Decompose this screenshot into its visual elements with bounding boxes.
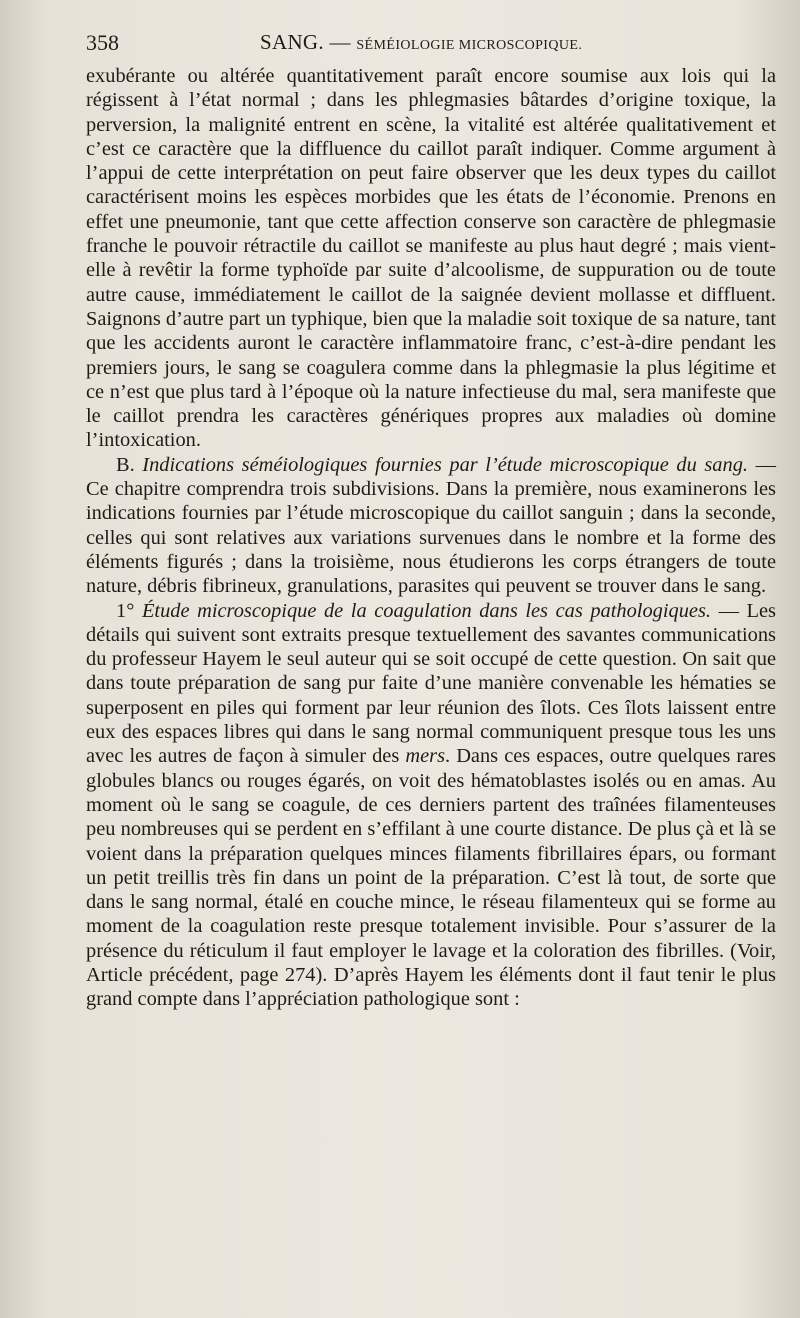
page-header <box>86 30 776 60</box>
subsection-text-part-1: — Les détails qui suivent sont extraits presque textuellement des savantes communications du professeur Hayem le seul auteur qui se soit occupé de cette question. On sait que dans toute préparation de sang pur faite d’une manière convenable les hématies se superposent en piles qui forment par leur réunion des îlots. Ces îlots laissent entre eux des espaces libres qui dans le sang normal communiquent presque tous les uns avec les autres de façon à simuler des <box>86 599 776 768</box>
paragraph-continuation: exubérante ou altérée quantitativement paraît encore soumise aux lois qui la régissent à l’état normal ; dans les phlegmasies bâtardes d’origine toxique, la perversion, la malignité entrent en scène, la vitalité est altérée qualitativement et c’est ce caractère que la diffluence du caillot paraît indiquer. Comme argument à l’appui de cette interprétation on peut faire observer que les deux types du caillot caractérisent moins les espèces morbides que les états de l’économie. Prenons en effet une pneumonie, tant que cette affection conserve son caractère de phlegmasie franche le pouvoir rétractile du caillot se manifeste au plus haut degré ; mais vient-elle à revêtir la forme typhoïde par suite d’alcoolisme, de suppuration ou de toute autre cause, immédiatement le caillot de la saignée devient mollasse et diffluent. Saignons d’autre part un typhique, bien que la maladie soit toxique de sa nature, tant que les accidents auront le caractère inflammatoire franc, c’est-à-dire pendant les premiers jours, le sang se coagulera comme dans la phlegmasie la plus légitime et ce n’est que plus tard à l’époque où la nature infectieuse du mal, sera manifeste que le caillot prendra les caractères génériques propres aux maladies où domine l’intoxication. <box>86 65 776 452</box>
subsection-label: 1° <box>116 599 135 622</box>
running-head-subtitle: SÉMÉIOLOGIE MICROSCOPIQUE. <box>356 38 583 53</box>
paragraph-section-b <box>86 453 776 599</box>
subsection-text-part-2: . Dans ces espaces, outre quelques rares globules blancs ou rouges égarés, on voit des hématoblastes isolés ou en amas. Au moment où le sang se coagule, de ces derniers partent des traînées filamenteuses peu nombreuses qui se perdent en s’effilant à une courte distance. De plus çà et là se voient dans la préparation quelques minces filaments fibrillaires épars, ou formant un petit treillis très fin dans un point de la préparation. C’est là tout, de sorte que dans le sang normal, étalé en couche mince, le réseau filamenteux qui se forme au moment de la coagulation reste presque totalement invisible. Pour s’assurer de la présence du réticulum il faut employer le lavage et la coloration des fibrilles. (Voir, Article précédent, page 274). D’après Hayem les éléments dont il faut tenir le plus grand compte dans l’appréciation pathologique sont : <box>86 745 776 1011</box>
running-head-title: SANG. <box>260 30 324 54</box>
section-text: — Ce chapitre comprendra trois subdivisions. Dans la première, nous examinerons les indications fournies par l’étude microscopique du caillot sanguin ; dans la seconde, celles qui sont relatives aux variations survenues dans le nombre et la forme des éléments figurés ; dans la troisième, nous étudierons les corps étrangers de toute nature, débris fibrineux, granulations, parasites qui peuvent se trouver dans le sang. <box>86 453 776 598</box>
running-head <box>260 30 582 55</box>
paragraph-section-1 <box>86 599 776 1012</box>
body-text <box>86 64 776 1012</box>
running-head-dash: — <box>329 30 351 54</box>
section-label: B. <box>116 453 135 476</box>
page-number: 358 <box>86 30 119 55</box>
subsection-title: Étude microscopique de la coagulation dans les cas pathologiques. <box>141 599 711 622</box>
section-title: Indications séméiologiques fournies par l’étude microscopique du sang. <box>142 453 748 476</box>
emphasis-word: mers <box>405 745 446 768</box>
